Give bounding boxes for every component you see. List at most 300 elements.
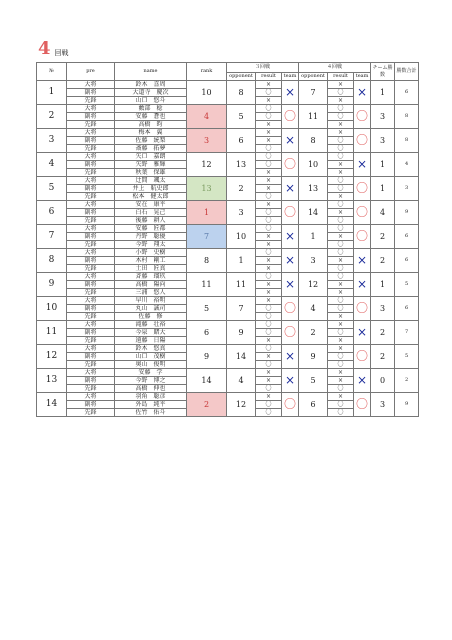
position-label: 先鋒	[67, 217, 115, 225]
round4-result-mark: 〇	[328, 241, 354, 249]
wins-total: 6	[395, 225, 419, 249]
wins-total: 6	[395, 249, 419, 273]
round3-result-mark: ×	[256, 137, 282, 145]
round4-team-result: 〇	[354, 177, 371, 201]
player-name: 外島 純平	[115, 401, 187, 409]
round3-opponent: 9	[227, 321, 256, 345]
round4-opponent: 2	[299, 321, 328, 345]
team-rank: 7	[187, 225, 227, 249]
position-label: 先鋒	[67, 193, 115, 201]
position-label: 副将	[67, 233, 115, 241]
table-row	[37, 249, 419, 257]
position-label: 大将	[67, 177, 115, 185]
col-r3-result: result	[256, 73, 282, 81]
team-number: 8	[37, 249, 67, 273]
team-wins: 2	[371, 345, 395, 369]
table-row	[37, 345, 419, 353]
player-name: 秋葉 保雄	[115, 169, 187, 177]
round3-result-mark: ×	[256, 369, 282, 377]
col-round3: ３回戦	[227, 63, 299, 73]
round3-team-result: ×	[282, 81, 299, 105]
wins-total: 6	[395, 297, 419, 321]
round3-result-mark: ×	[256, 169, 282, 177]
round3-result-mark: 〇	[256, 153, 282, 161]
team-rank: 1	[187, 201, 227, 225]
position-label: 副将	[67, 329, 115, 337]
player-name: 佐竹 佑斗	[115, 409, 187, 417]
round4-team-result: 〇	[354, 201, 371, 225]
player-name: 高橋 昀	[115, 121, 187, 129]
round3-opponent: 11	[227, 273, 256, 297]
position-label: 大将	[67, 345, 115, 353]
team-wins: 1	[371, 153, 395, 177]
round3-result-mark: ×	[256, 121, 282, 129]
team-number: 6	[37, 201, 67, 225]
team-rank: 13	[187, 177, 227, 201]
round-header	[38, 40, 69, 58]
round4-opponent: 3	[299, 249, 328, 273]
round3-opponent: 5	[227, 105, 256, 129]
round4-result-mark: ×	[328, 313, 354, 321]
table-row	[37, 225, 419, 233]
player-name: 高橋 陽向	[115, 281, 187, 289]
player-name: 遠藤 日陽	[115, 337, 187, 345]
table-row	[37, 81, 419, 89]
round4-result-mark: 〇	[328, 113, 354, 121]
player-name: 奥山 俊明	[115, 361, 187, 369]
round4-result-mark: 〇	[328, 177, 354, 185]
position-label: 先鋒	[67, 409, 115, 417]
position-label: 先鋒	[67, 169, 115, 177]
round3-team-result: 〇	[282, 105, 299, 129]
wins-total: 6	[395, 81, 419, 105]
round3-result-mark: 〇	[256, 329, 282, 337]
player-name: 佐藤 修	[115, 313, 187, 321]
round3-opponent: 8	[227, 81, 256, 105]
round4-result-mark: 〇	[328, 185, 354, 193]
round4-result-mark: ×	[328, 377, 354, 385]
round3-result-mark: ×	[256, 241, 282, 249]
col-wins-total: 勝数合計	[395, 63, 419, 81]
player-name: 梅本 翼	[115, 129, 187, 137]
wins-total: 2	[395, 369, 419, 393]
round3-result-mark: 〇	[256, 361, 282, 369]
round3-result-mark: ×	[256, 281, 282, 289]
round3-result-mark: ×	[256, 233, 282, 241]
round4-result-mark: ×	[328, 169, 354, 177]
player-name: 今野 翔太	[115, 241, 187, 249]
round4-result-mark: 〇	[328, 217, 354, 225]
round4-opponent: 9	[299, 345, 328, 369]
wins-total: 3	[395, 177, 419, 201]
player-name: 佐藤 統梨	[115, 137, 187, 145]
round4-result-mark: ×	[328, 321, 354, 329]
position-label: 大将	[67, 297, 115, 305]
col-round4: ４回戦	[299, 63, 371, 73]
player-name: 小野 史樹	[115, 249, 187, 257]
round3-result-mark: ×	[256, 185, 282, 193]
round4-opponent: 11	[299, 105, 328, 129]
round4-result-mark: ×	[328, 129, 354, 137]
round3-result-mark: 〇	[256, 225, 282, 233]
round4-result-mark: 〇	[328, 105, 354, 113]
position-label: 先鋒	[67, 361, 115, 369]
team-rank: 4	[187, 105, 227, 129]
round4-result-mark: 〇	[328, 201, 354, 209]
round3-result-mark: 〇	[256, 273, 282, 281]
player-name: 藪部 稔	[115, 105, 187, 113]
round4-result-mark: 〇	[328, 329, 354, 337]
round3-result-mark: 〇	[256, 249, 282, 257]
col-rank: rank	[187, 63, 227, 81]
round4-team-result: 〇	[354, 345, 371, 369]
position-label: 副将	[67, 89, 115, 97]
round4-result-mark: ×	[328, 121, 354, 129]
position-label: 先鋒	[67, 289, 115, 297]
round4-result-mark: ×	[328, 161, 354, 169]
round3-opponent: 13	[227, 153, 256, 177]
round4-opponent: 1	[299, 225, 328, 249]
team-rank: 12	[187, 153, 227, 177]
round4-result-mark: ×	[328, 281, 354, 289]
wins-total: 4	[395, 153, 419, 177]
position-label: 大将	[67, 105, 115, 113]
round4-result-mark: 〇	[328, 385, 354, 393]
round3-result-mark: 〇	[256, 321, 282, 329]
round3-team-result: ×	[282, 345, 299, 369]
round3-team-result: ×	[282, 249, 299, 273]
round3-result-mark: ×	[256, 257, 282, 265]
team-rank: 5	[187, 297, 227, 321]
team-wins: 1	[371, 81, 395, 105]
round4-result-mark: ×	[328, 393, 354, 401]
col-r3-opponent: opponent	[227, 73, 256, 81]
round3-result-mark: 〇	[256, 409, 282, 417]
player-name: 白石 晃己	[115, 209, 187, 217]
player-name: 土田 匠真	[115, 265, 187, 273]
player-name: 山口 茂樹	[115, 353, 187, 361]
position-label: 大将	[67, 393, 115, 401]
round3-result-mark: 〇	[256, 145, 282, 153]
position-label: 大将	[67, 153, 115, 161]
player-name: 鈴木 喜周	[115, 81, 187, 89]
position-label: 先鋒	[67, 337, 115, 345]
round4-result-mark: 〇	[328, 265, 354, 273]
position-label: 先鋒	[67, 385, 115, 393]
position-label: 大将	[67, 201, 115, 209]
wins-total: 9	[395, 393, 419, 417]
round3-opponent: 12	[227, 393, 256, 417]
team-wins: 3	[371, 105, 395, 129]
team-wins: 3	[371, 129, 395, 153]
round4-team-result: 〇	[354, 297, 371, 321]
wins-total: 8	[395, 129, 419, 153]
team-rank: 2	[187, 393, 227, 417]
round4-opponent: 13	[299, 177, 328, 201]
table-row	[37, 153, 419, 161]
round4-result-mark: 〇	[328, 145, 354, 153]
round4-result-mark: ×	[328, 289, 354, 297]
position-label: 大将	[67, 249, 115, 257]
player-name: 安藤 蒼也	[115, 113, 187, 121]
table-row	[37, 177, 419, 185]
team-wins: 2	[371, 321, 395, 345]
round4-team-result: ×	[354, 321, 371, 345]
round4-opponent: 6	[299, 393, 328, 417]
table-row	[37, 201, 419, 209]
player-name: 安藤 匠都	[115, 225, 187, 233]
position-label: 大将	[67, 273, 115, 281]
round4-team-result: 〇	[354, 393, 371, 417]
round3-result-mark: ×	[256, 337, 282, 345]
round3-team-result: ×	[282, 129, 299, 153]
player-name: 山口 悠斗	[115, 97, 187, 105]
round3-team-result: 〇	[282, 297, 299, 321]
round4-result-mark: ×	[328, 81, 354, 89]
player-name: 今泉 賭大	[115, 329, 187, 337]
position-label: 副将	[67, 137, 115, 145]
team-number: 13	[37, 369, 67, 393]
round4-result-mark: 〇	[328, 297, 354, 305]
team-wins: 1	[371, 273, 395, 297]
round3-result-mark: ×	[256, 177, 282, 185]
player-name: 安在 康平	[115, 201, 187, 209]
round3-result-mark: ×	[256, 81, 282, 89]
position-label: 副将	[67, 281, 115, 289]
round4-result-mark: 〇	[328, 153, 354, 161]
wins-total: 8	[395, 105, 419, 129]
round3-opponent: 7	[227, 297, 256, 321]
round3-result-mark: ×	[256, 377, 282, 385]
results-body	[37, 81, 419, 417]
col-r3-team: team	[282, 73, 299, 81]
position-label: 先鋒	[67, 313, 115, 321]
round3-opponent: 2	[227, 177, 256, 201]
table-row	[37, 369, 419, 377]
round4-opponent: 7	[299, 81, 328, 105]
round4-team-result: ×	[354, 249, 371, 273]
position-label: 大将	[67, 81, 115, 89]
round4-result-mark: ×	[328, 209, 354, 217]
position-label: 大将	[67, 321, 115, 329]
table-row	[37, 129, 419, 137]
player-name: 今野 博之	[115, 377, 187, 385]
round3-result-mark: ×	[256, 289, 282, 297]
round4-result-mark: 〇	[328, 249, 354, 257]
round4-result-mark: 〇	[328, 273, 354, 281]
wins-total: 7	[395, 321, 419, 345]
team-wins: 0	[371, 369, 395, 393]
table-row	[37, 105, 419, 113]
player-name: 斉藤 瑠玖	[115, 273, 187, 281]
team-rank: 11	[187, 273, 227, 297]
team-number: 10	[37, 297, 67, 321]
position-label: 大将	[67, 369, 115, 377]
team-number: 2	[37, 105, 67, 129]
round3-team-result: ×	[282, 369, 299, 393]
round4-team-result: ×	[354, 273, 371, 297]
team-rank: 14	[187, 369, 227, 393]
round4-result-mark: ×	[328, 337, 354, 345]
player-name: 辻間 颯太	[115, 177, 187, 185]
round3-opponent: 3	[227, 201, 256, 225]
player-name: 羽角 聡彦	[115, 393, 187, 401]
col-no: №	[37, 63, 67, 81]
position-label: 副将	[67, 401, 115, 409]
results-table	[36, 62, 419, 417]
col-r4-team: team	[354, 73, 371, 81]
round3-result-mark: ×	[256, 97, 282, 105]
col-r4-result: result	[328, 73, 354, 81]
team-rank: 10	[187, 81, 227, 105]
team-wins: 3	[371, 297, 395, 321]
round4-result-mark: 〇	[328, 401, 354, 409]
round4-opponent: 14	[299, 201, 328, 225]
team-number: 9	[37, 273, 67, 297]
round-label: 回戦	[54, 49, 69, 57]
round3-opponent: 1	[227, 249, 256, 273]
position-label: 先鋒	[67, 241, 115, 249]
position-label: 先鋒	[67, 121, 115, 129]
round4-opponent: 5	[299, 369, 328, 393]
round3-opponent: 14	[227, 345, 256, 369]
round4-team-result: ×	[354, 369, 371, 393]
team-rank: 3	[187, 129, 227, 153]
team-wins: 2	[371, 249, 395, 273]
round4-result-mark: 〇	[328, 305, 354, 313]
round4-result-mark: ×	[328, 345, 354, 353]
round3-result-mark: ×	[256, 201, 282, 209]
player-name: 丸山 誠司	[115, 305, 187, 313]
round3-team-result: 〇	[282, 393, 299, 417]
round3-result-mark: ×	[256, 353, 282, 361]
position-label: 副将	[67, 113, 115, 121]
team-wins: 3	[371, 393, 395, 417]
round3-result-mark: 〇	[256, 161, 282, 169]
round4-opponent: 4	[299, 297, 328, 321]
round4-opponent: 10	[299, 153, 328, 177]
round3-result-mark: ×	[256, 393, 282, 401]
position-label: 大将	[67, 225, 115, 233]
player-name: 斎藤 拓夢	[115, 145, 187, 153]
team-number: 4	[37, 153, 67, 177]
team-rank: 6	[187, 321, 227, 345]
round4-team-result: 〇	[354, 129, 371, 153]
team-number: 14	[37, 393, 67, 417]
table-row	[37, 393, 419, 401]
team-wins: 4	[371, 201, 395, 225]
round3-result-mark: 〇	[256, 217, 282, 225]
table-row	[37, 273, 419, 281]
table-row	[37, 297, 419, 305]
round3-team-result: ×	[282, 273, 299, 297]
round3-team-result: 〇	[282, 201, 299, 225]
player-name: 木村 剛工	[115, 257, 187, 265]
round-number: 4	[38, 38, 51, 59]
wins-total: 5	[395, 273, 419, 297]
player-name: 井上 航史郎	[115, 185, 187, 193]
round4-result-mark: ×	[328, 193, 354, 201]
round3-team-result: ×	[282, 225, 299, 249]
round4-result-mark: 〇	[328, 353, 354, 361]
round3-result-mark: ×	[256, 297, 282, 305]
round4-result-mark: 〇	[328, 361, 354, 369]
team-number: 3	[37, 129, 67, 153]
round3-result-mark: ×	[256, 265, 282, 273]
team-wins: 1	[371, 177, 395, 201]
position-label: 副将	[67, 257, 115, 265]
position-label: 大将	[67, 129, 115, 137]
player-name: 矢野 雅輝	[115, 161, 187, 169]
round3-result-mark: 〇	[256, 313, 282, 321]
round4-result-mark: 〇	[328, 225, 354, 233]
round3-result-mark: 〇	[256, 401, 282, 409]
position-label: 副将	[67, 377, 115, 385]
round4-result-mark: 〇	[328, 89, 354, 97]
round4-opponent: 8	[299, 129, 328, 153]
round3-result-mark: 〇	[256, 305, 282, 313]
round3-opponent: 10	[227, 225, 256, 249]
round4-result-mark: ×	[328, 257, 354, 265]
round4-result-mark: ×	[328, 369, 354, 377]
round3-result-mark: 〇	[256, 193, 282, 201]
player-name: 滝藤 壮裕	[115, 321, 187, 329]
round4-team-result: ×	[354, 81, 371, 105]
player-name: 矢口 嘉朗	[115, 153, 187, 161]
position-label: 副将	[67, 305, 115, 313]
team-rank: 8	[187, 249, 227, 273]
col-r4-opponent: opponent	[299, 73, 328, 81]
player-name: 松本 健太郎	[115, 193, 187, 201]
round4-result-mark: ×	[328, 233, 354, 241]
wins-total: 9	[395, 201, 419, 225]
position-label: 先鋒	[67, 265, 115, 273]
col-team-wins: チーム勝数	[371, 63, 395, 81]
position-label: 副将	[67, 209, 115, 217]
round3-result-mark: 〇	[256, 345, 282, 353]
team-wins: 2	[371, 225, 395, 249]
round4-team-result: ×	[354, 153, 371, 177]
round3-team-result: 〇	[282, 153, 299, 177]
player-name: 大道寺 慶次	[115, 89, 187, 97]
round4-result-mark: ×	[328, 97, 354, 105]
team-number: 7	[37, 225, 67, 249]
wins-total: 5	[395, 345, 419, 369]
player-name: 高橋 伸也	[115, 385, 187, 393]
col-name: name	[115, 63, 187, 81]
position-label: 先鋒	[67, 97, 115, 105]
round3-result-mark: ×	[256, 129, 282, 137]
col-pre: pre	[67, 63, 115, 81]
team-number: 5	[37, 177, 67, 201]
team-number: 1	[37, 81, 67, 105]
player-name: 鈴木 悠真	[115, 345, 187, 353]
player-name: 後藤 耕人	[115, 217, 187, 225]
position-label: 副将	[67, 353, 115, 361]
team-rank: 9	[187, 345, 227, 369]
position-label: 先鋒	[67, 145, 115, 153]
round3-result-mark: 〇	[256, 209, 282, 217]
round4-team-result: 〇	[354, 225, 371, 249]
player-name: 丹野 聡優	[115, 233, 187, 241]
round3-result-mark: 〇	[256, 113, 282, 121]
round3-result-mark: 〇	[256, 385, 282, 393]
player-name: 安藤 学	[115, 369, 187, 377]
round4-result-mark: 〇	[328, 409, 354, 417]
round3-team-result: ×	[282, 177, 299, 201]
table-row	[37, 321, 419, 329]
round3-result-mark: 〇	[256, 89, 282, 97]
